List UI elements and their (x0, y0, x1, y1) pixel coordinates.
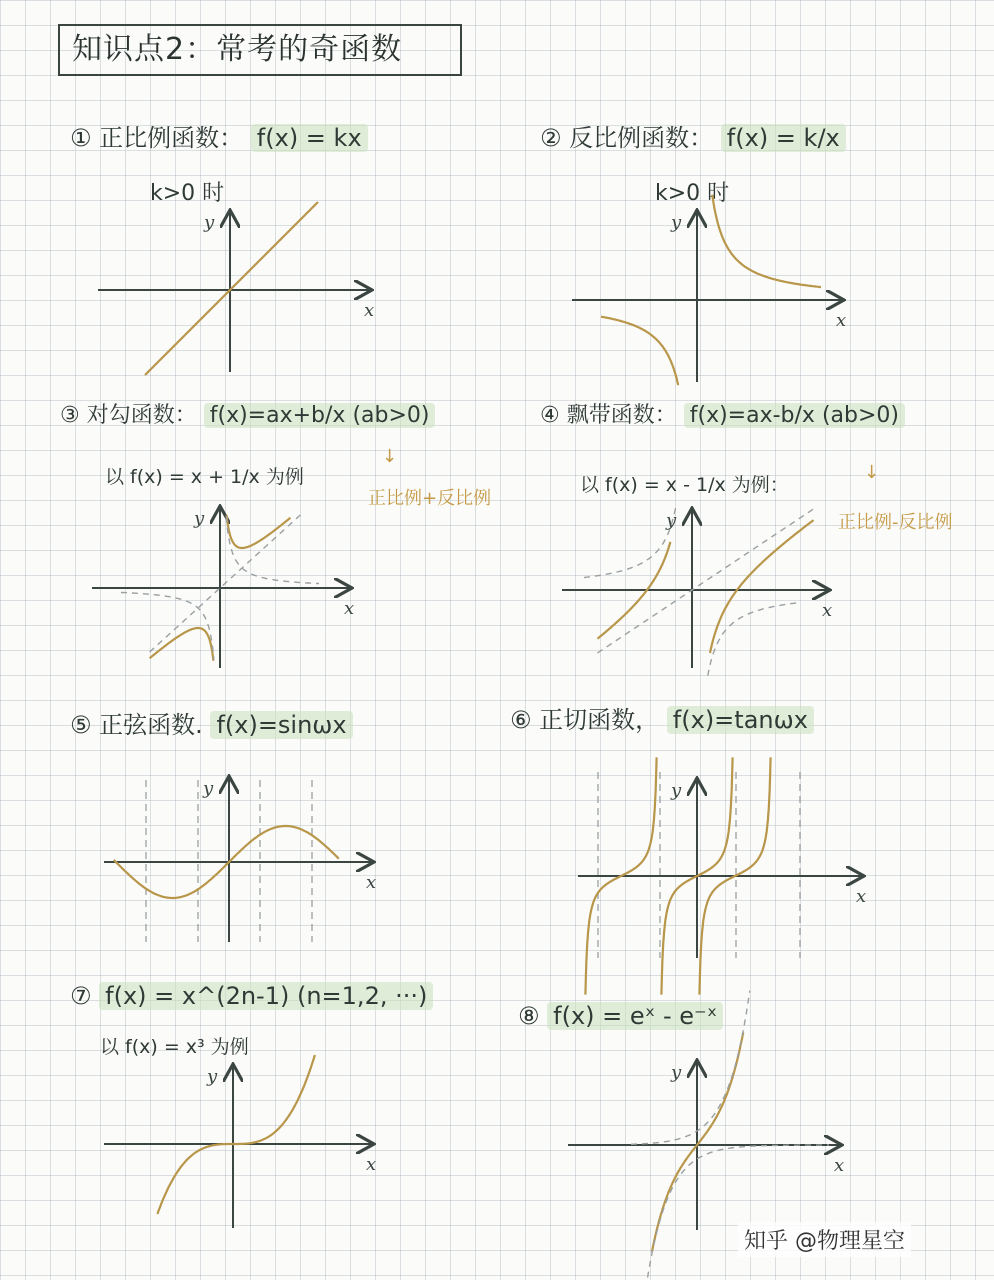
graph-1-linear (98, 202, 374, 375)
curve-branch-right (712, 195, 821, 287)
item-7-example: 以 f(x) = x³ 为例 (100, 1036, 249, 1058)
y-axis-label: y (666, 510, 677, 531)
graph-3-hook (92, 508, 354, 668)
curve-y-eq-kx (145, 202, 318, 375)
item-4-name: 飘带函数： (566, 403, 677, 428)
y-axis-label: y (194, 508, 205, 529)
x-axis-label: x (834, 1155, 845, 1176)
item-2-formula: f(x) = k/x (721, 124, 846, 152)
dashed-inverse-right (226, 517, 319, 584)
graph-8-exp-diff (568, 991, 844, 1280)
item-5-name: 正弦函数. (99, 711, 203, 739)
item-5-formula: f(x)=sinωx (210, 711, 352, 739)
x-axis-label: x (364, 300, 375, 321)
y-axis-label: y (203, 778, 214, 799)
item-2-name: 反比例函数： (569, 124, 714, 152)
x-axis-label: x (366, 872, 377, 893)
curve-branch-left (601, 317, 678, 385)
item-7-formula: f(x) = x^(2n-1) (n=1,2, ···) (99, 982, 433, 1010)
curve-branch-left (150, 628, 214, 661)
item-3-arrow: ↓ (382, 446, 398, 467)
dashed-inverse-left (121, 592, 214, 659)
item-3-name: 对勾函数： (86, 403, 197, 428)
dashed-exp (631, 991, 750, 1145)
curve-cubic (157, 1055, 315, 1214)
y-axis-label: y (207, 1066, 218, 1087)
item-4-arrow: ↓ (864, 462, 880, 483)
page-title: 知识点2：常考的奇函数 (58, 24, 462, 76)
item-6-formula: f(x)=tanωx (667, 706, 814, 734)
y-axis-label: y (671, 212, 682, 233)
curve-branch-right (710, 520, 814, 653)
y-axis-label: y (671, 1062, 682, 1083)
item-1-formula: f(x) = kx (251, 124, 368, 152)
item-4-num: ④ (540, 403, 560, 428)
graph-5-sine (104, 778, 376, 942)
item-8-formula: f(x) = eˣ - e⁻ˣ (547, 1002, 723, 1030)
item-3-annotation: 正比例+反比例 (368, 488, 492, 509)
item-6-name: 正切函数， (539, 706, 660, 734)
dashed-neg-exp (644, 1145, 829, 1280)
item-8-num: ⑧ (518, 1002, 540, 1030)
curve-branch-right (227, 515, 291, 548)
item-3-formula: f(x)=ax+b/x (ab>0) (204, 403, 436, 428)
y-axis-label: y (204, 212, 215, 233)
graph-4-ribbon (562, 504, 832, 675)
asymptote-y-eq-x (598, 509, 814, 653)
graph-7-cubic (104, 1055, 376, 1228)
item-2-num: ② (540, 124, 562, 152)
item-3-num: ③ (60, 403, 80, 428)
x-axis-label: x (822, 600, 833, 621)
x-axis-label: x (836, 310, 847, 331)
item-6-num: ⑥ (510, 706, 532, 734)
item-1-condition: k>0 时 (150, 181, 225, 206)
item-4-formula: f(x)=ax-b/x (ab>0) (684, 403, 905, 428)
item-1-num: ① (70, 124, 92, 152)
item-4-example: 以 f(x) = x - 1/x 为例： (580, 474, 789, 496)
graph-6-tangent (578, 757, 866, 994)
graph-2-inverse (572, 195, 846, 385)
item-5-num: ⑤ (70, 711, 92, 739)
y-axis-label: y (671, 780, 682, 801)
watermark: 知乎 @物理星空 (738, 1222, 911, 1257)
item-4-annotation: 正比例-反比例 (838, 512, 953, 533)
x-axis-label: x (856, 886, 867, 907)
x-axis-label: x (366, 1154, 377, 1175)
item-3-example: 以 f(x) = x + 1/x 为例 (105, 466, 304, 488)
item-7-num: ⑦ (70, 982, 92, 1010)
x-axis-label: x (344, 598, 355, 619)
asymptote-y-eq-x (150, 512, 304, 652)
item-2-condition: k>0 时 (655, 181, 730, 206)
item-1-name: 正比例函数： (99, 124, 244, 152)
